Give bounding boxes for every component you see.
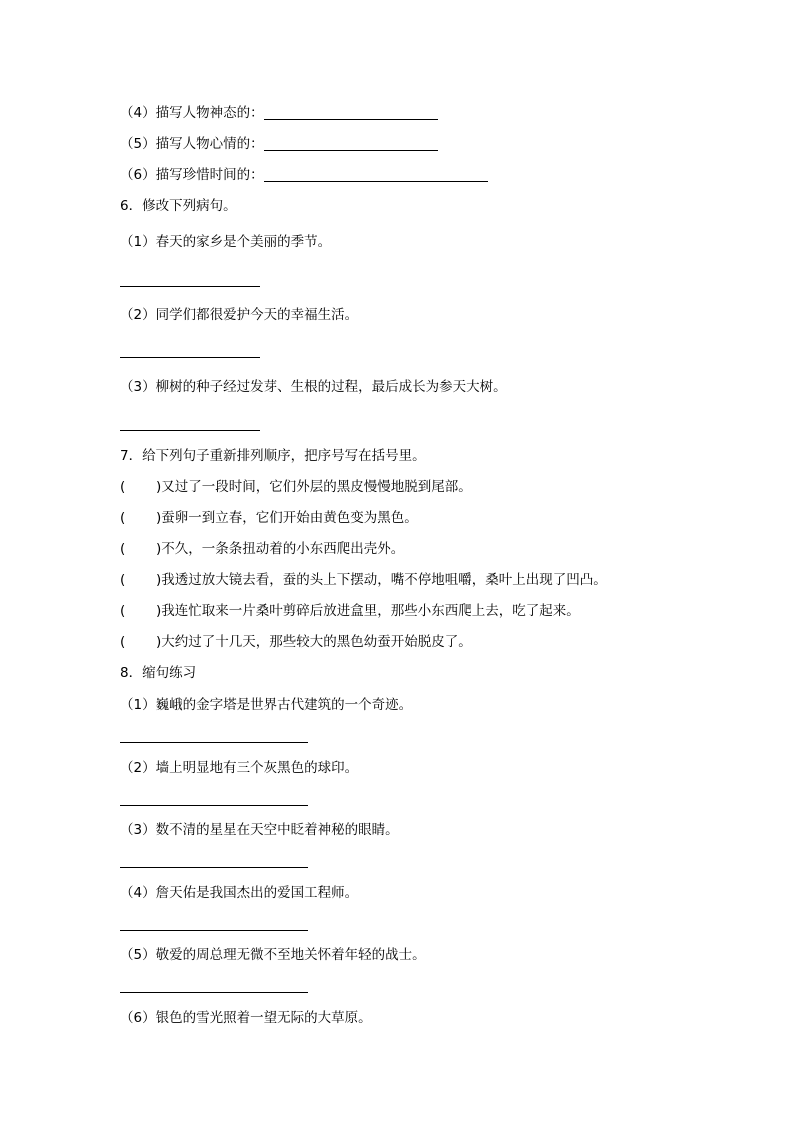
q7-item-4 [120,571,607,589]
q7-item-4-paren[interactable] [120,571,156,589]
q5-item-4-text: 描写人物神态的： [155,105,264,121]
q7-item-3-text: 不久，一条条扭动着的小东西爬出壳外。 [161,541,405,557]
q8-item-5-num: （5） [120,947,156,963]
paren-open: ( [120,603,126,619]
q8-item-1-text: 巍峨的金字塔是世界古代建筑的一个奇迹。 [155,697,413,713]
q8-item-2-num: （2） [120,760,156,776]
q6-item-3 [120,378,507,396]
q7-item-2-text: 蚕卵一到立春，它们开始由黄色变为黑色。 [161,510,418,526]
q8-item-2-text: 墙上明显地有三个灰黑色的球印。 [155,760,359,776]
q7-title: 7．给下列句子重新排列顺序，把序号写在括号里。 [120,448,426,464]
paren-close: ) [156,572,162,588]
q7-item-2 [120,509,418,527]
paren-close: ) [156,510,162,526]
q5-item-4 [120,104,438,122]
paren-open: ( [120,510,126,526]
paren-close: ) [156,634,162,650]
q6-title: 6．修改下列病句。 [120,198,237,214]
q8-item-1 [120,696,412,714]
q7-item-4-text: 我透过放大镜去看，蚕的头上下摆动，嘴不停地咀嚼，桑叶上出现了凹凸。 [161,572,607,588]
q6-item-3-num: （3） [120,379,156,395]
paren-close: ) [156,479,162,495]
q8-item-1-num: （1） [120,697,156,713]
q8-title: 8．缩句练习 [120,665,197,681]
q8-item-4-answer-line[interactable] [120,930,308,931]
q5-item-6-blank[interactable] [264,180,488,182]
paren-open: ( [120,541,126,557]
q5-item-4-num: （4） [120,105,156,121]
q5-item-5-text: 描写人物心情的： [155,136,264,152]
q6-item-2-text: 同学们都很爱护今天的幸福生活。 [155,307,359,323]
q8-item-6-text: 银色的雪光照着一望无际的大草原。 [155,1010,372,1026]
q6-item-1-num: （1） [120,234,156,250]
paren-open: ( [120,479,126,495]
q5-item-5-blank[interactable] [264,149,438,151]
q8-item-4-text: 詹天佑是我国杰出的爱国工程师。 [155,885,359,901]
q8-item-4 [120,884,358,902]
q6-item-1-text: 春天的家乡是个美丽的季节。 [155,234,332,250]
paren-open: ( [120,572,126,588]
q5-item-5-num: （5） [120,136,156,152]
q7-item-1-paren[interactable] [120,478,156,496]
q8-item-5-text: 敬爱的周总理无微不至地关怀着年轻的战士。 [155,947,426,963]
q7-item-5-paren[interactable] [120,602,156,620]
q6-item-3-text: 柳树的种子经过发芽、生根的过程，最后成长为参天大树。 [155,379,507,395]
q8-item-5 [120,946,426,964]
q6-item-1-answer-line[interactable] [120,286,260,287]
q8-item-6-num: （6） [120,1010,156,1026]
paren-close: ) [156,603,162,619]
q8-item-2-answer-line[interactable] [120,805,308,806]
q7-item-1-text: 又过了一段时间，它们外层的黑皮慢慢地脱到尾部。 [161,479,472,495]
q7-item-3 [120,540,404,558]
q7-item-3-paren[interactable] [120,540,156,558]
paren-open: ( [120,634,126,650]
q5-item-5 [120,135,438,153]
q6-item-2-num: （2） [120,307,156,323]
q8-item-1-answer-line[interactable] [120,742,308,743]
q8-item-3-text: 数不清的星星在天空中眨着神秘的眼睛。 [155,822,399,838]
q7-item-6-text: 大约过了十几天，那些较大的黑色幼蚕开始脱皮了。 [161,634,472,650]
q8-item-5-answer-line[interactable] [120,992,308,993]
q7-item-6 [120,633,472,651]
q7-item-6-paren[interactable] [120,633,156,651]
q6-item-2-answer-line[interactable] [120,357,260,358]
q8-item-4-num: （4） [120,885,156,901]
q5-item-6-num: （6） [120,167,156,183]
q5-item-6 [120,166,488,184]
q7-item-2-paren[interactable] [120,509,156,527]
q8-item-3-num: （3） [120,822,156,838]
q5-item-4-blank[interactable] [264,118,438,120]
paren-close: ) [156,541,162,557]
q8-item-6 [120,1009,372,1027]
q8-item-2 [120,759,358,777]
q6-item-3-answer-line[interactable] [120,430,260,431]
q7-item-1 [120,478,472,496]
q7-item-5 [120,602,580,620]
q8-item-3 [120,821,399,839]
q6-item-1 [120,233,331,251]
q5-item-6-text: 描写珍惜时间的： [155,167,264,183]
q6-item-2 [120,306,358,324]
q7-item-5-text: 我连忙取来一片桑叶剪碎后放进盒里，那些小东西爬上去，吃了起来。 [161,603,580,619]
q8-item-3-answer-line[interactable] [120,867,308,868]
